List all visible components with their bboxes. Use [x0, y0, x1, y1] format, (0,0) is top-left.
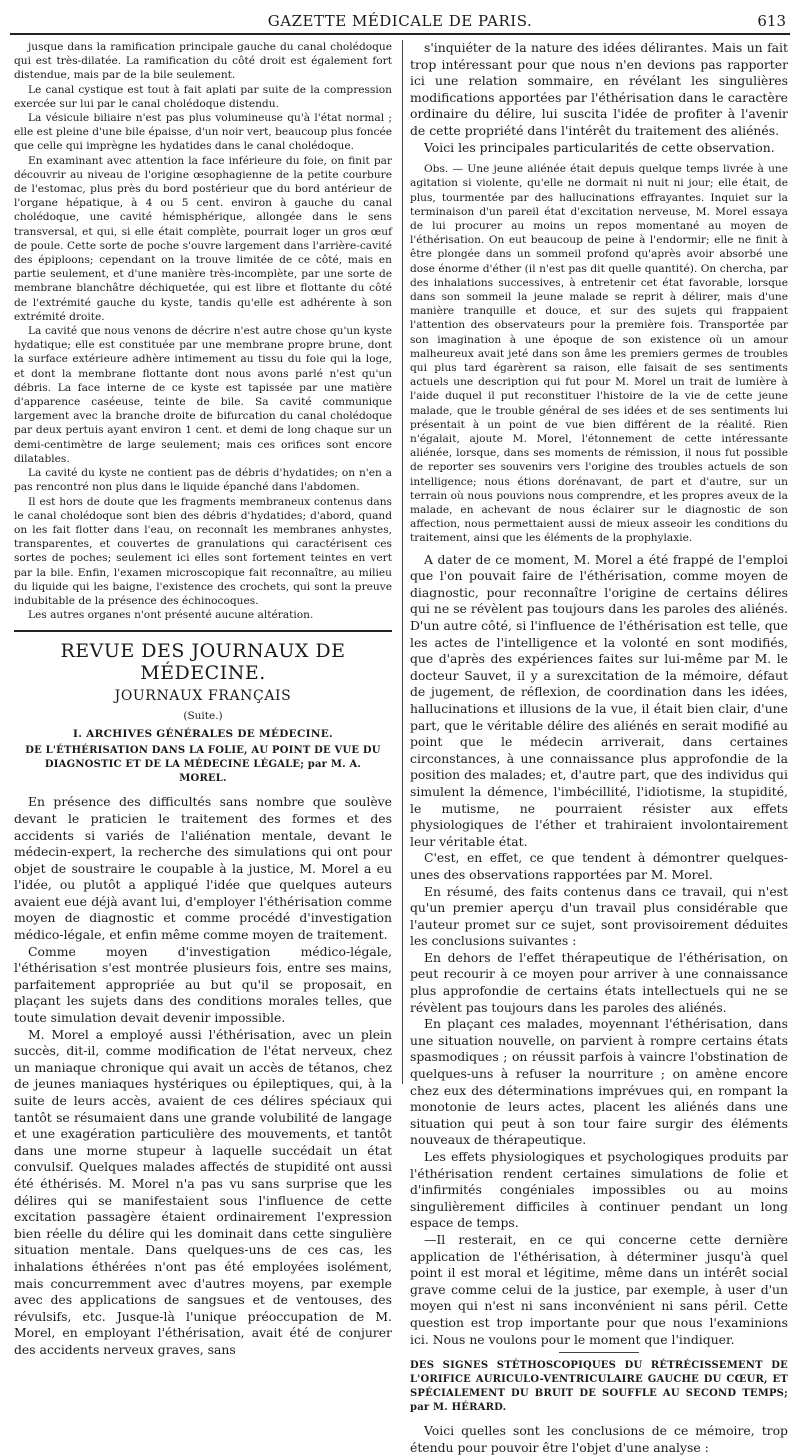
journal-title: GAZETTE MÉDICALE DE PARIS.: [267, 12, 533, 30]
paragraph: Les autres organes n'ont présenté aucune altération.: [28, 609, 314, 622]
paragraph: En résumé, des faits contenus dans ce travail, qui n'est qu'un premier aperçu d'un travail plus considérable que l'auteur promet sur ce sujet, sont provisoirement déduites les conclusions suivantes :: [410, 883, 788, 949]
article-continuation: [410, 40, 788, 156]
section-suite: (Suite.): [183, 710, 223, 723]
paragraph: A dater de ce moment, M. Morel a été frappé de l'emploi que l'on pouvait faire de l'éthérisation, comme moyen de diagnostic, pour reconnaître l'origine de certains délires qui ne se révèlent pas toujours dans les paroles des aliénés. D'un autre côté, si l'influence de l'éthérisation est telle, que les actes de l'intelligence et la volonté en sont modifiés, que d'après des expériences faites sur lui-même par M. le docteur Sauvet, il y a surexcitation de la mémoire, défaut de jugement, de réflexion, de coordination dans les idées, hallucinations et illusions de la vue, il était bien clair, d'une part, que le véritable délire des aliénés en serait modifié au point que le médecin arriverait, dans certaines circonstances, à une connaissance plus approfondie de la position des malades; et, d'autre part, que des individus qui simulent la démence, l'imbécillité, l'idiotisme, la stupidité, le mutisme, ne pourraient résister aux effets physiologiques de l'éther et trahiraient involontairement leur véritable état.: [410, 551, 788, 849]
journal-heading: I. ARCHIVES GÉNÉRALES DE MÉDECINE.: [73, 728, 333, 741]
page-header: [0, 0, 800, 36]
paragraph: Il est hors de doute que les fragments membraneux contenus dans le canal cholédoque sont bien des débris d'hydatides; d'abord, quand on les fait flotter dans l'eau, on reconnaît les membranes anhystes, transparentes, et couvertes de granulations qui caractérisent ces sortes de poches; seulement ici elles sont fortement teintes en vert par la bile. Enfin, l'examen microscopique fait reconnaître, au milieu du liquide qui les baigne, l'existence des crochets, qui sont la preuve indubitable de la présence des échinocoques.: [14, 495, 392, 607]
paragraph: En plaçant ces malades, moyennant l'éthérisation, dans une situation nouvelle, on parvient à rompre certains états spasmodiques ; on réussit parfois à vaincre l'obstination de quelques-uns à refuser la nourriture ; on amène encore chez eux des déterminations imprévues qui, en rompant la monotonie de leurs actes, placent les aliénés dans une situation qui peut à son tour faire surgir des éléments nouveaux de thérapeutique.: [410, 1016, 788, 1148]
article-conclusions: [410, 552, 788, 1349]
paragraph: En dehors de l'effet thérapeutique de l'éthérisation, on peut recourir à ce moyen pour arriver à une connaissance plus approfondie de certains états intellectuels qui ne se révèlent pas toujours dans les paroles des aliénés.: [410, 949, 788, 1015]
paragraph: Voici les principales particularités de cette observation.: [424, 139, 775, 155]
article-body: [14, 794, 392, 1358]
article-divider: [559, 1352, 639, 1353]
paragraph: La vésicule biliaire n'est pas plus volumineuse qu'à l'état normal ; elle est pleine d'une bile épaisse, d'un noir vert, beaucoup plus foncée que celle qui imprègne les hydatides dans le canal cholédoque.: [14, 112, 393, 153]
paragraph: M. Morel a employé aussi l'éthérisation, avec un plein succès, dit-il, comme modification de l'état nerveux, chez un maniaque chronique qui avait un accès de tétanos, chez de jeunes maniaques hystériques ou épileptiques, qui, à la suite de leurs accès, avaient de ces délires spéciaux qui tantôt se résumaient dans une grande volubilité de langage et une exagération particulière des mouvements, et tantôt dans une morne stupeur à laquelle succédait un état convulsif. Quelques malades affectés de stupidité ont aussi été éthérisés. M. Morel n'a pas vu sans surprise que les délires qui se manifestaient sous l'influence de cette excitation passagère étaient ordinairement l'expression bien réelle du délire qui les dominait dans cette singulière situation mentale. Dans quelques-uns de ces cas, les inhalations éthérées n'ont pas été employées isolément, mais concurremment avec d'autres moyens, par exemple avec des applications de sangsues et de ventouses, des révulsifs, etc. Jusque-là l'unique préoccupation de M. Morel, en employant l'éthérisation, avait été de conjurer des accidents nerveux graves, sans: [14, 1026, 392, 1357]
article-title: DES SIGNES STÉTHOSCOPIQUES DU RÉTRÉCISSEMENT DE L'ORIFICE AURICULO-VENTRICULAIRE GAUCHE DU CŒUR, ET SPÉCIALEMENT DU BRUIT DE SOUFFLE AU SECOND TEMPS; par M. HÉRARD.: [410, 1360, 788, 1414]
section-rule: [14, 630, 392, 632]
right-column: [410, 40, 788, 1455]
column-separator: [402, 40, 403, 1084]
paragraph: En examinant avec attention la face inférieure du foie, on finit par découvrir au niveau de l'origine œsophagienne de la petite courbure de l'estomac, plus près du bord postérieur que du bord antérieur de l'organe hépatique, à 4 ou 5 cent. environ à gauche du canal cholédoque, une cavité hémisphérique, allongée dans le sens transversal, et qui, si elle était complète, pourrait loger un gros œuf de poule. Cette sorte de poche s'ouvre largement dans l'arrière-cavité des épiploons; cependant on la trouve limitée de ce côté, mais en partie seulement, et d'une manière très-incomplète, par une sorte de membrane blanchâtre déchiquetée, qui est libre et flottante du côté de l'extrémité gauche du kyste, tandis qu'elle est adhérente à son extrémité droite.: [14, 154, 392, 323]
left-column: [14, 40, 393, 1357]
article-title: DE L'ÉTHÉRISATION DANS LA FOLIE, AU POINT DE VUE DU DIAGNOSTIC ET DE LA MÉDECINE LÉGALE; par M. A. MOREL.: [25, 745, 381, 785]
paragraph: Le canal cystique est tout à fait aplati par suite de la compression exercée sur lui par le canal cholédoque distendu.: [14, 83, 392, 110]
observation-text: Obs. — Une jeune aliénée était depuis quelque temps livrée à une agitation si violente, qu'elle ne dormait ni nuit ni jour; elle était, de plus, tourmentée par des hallucinations effrayantes. Inquiet sur la terminaison d'un pareil état d'excitation nerveuse, M. Morel essaya de lui procurer au moins un repos momentané au moyen de l'éthérisation. On eut beaucoup de peine à l'endormir; elle ne finit à être plongée dans un sommeil profond qu'après avoir absorbé une dose énorme d'éther (il n'est pas dit quelle quantité). On chercha, par des inhalations successives, à entretenir cet état favorable, lorsque dans son sommeil la jeune malade se reprit à délirer, mais d'une manière tranquille et douce, et sur des sujets qui frappaient l'attention des observateurs pour la première fois. Transportée par son imagination à une époque de son existence où un amour malheureux avait jeté dans son âme les premiers germes de troubles qui plus tard égarèrent sa raison, elle faisait de ses sentiments actuels une description qui fut pour M. Morel un trait de lumière à l'aide duquel il put reconstituer l'histoire de la vie de cette jeune malade, que le trouble général de ses idées et de ses sentiments lui présentait à un point de vue bien différent de la réalité. Rien n'égalait, ajoute M. Morel, l'étonnement de cette intéressante aliénée, lorsque, dans ses moments de rémission, il nous fut possible de reporter ses souvenirs vers l'origine des troubles actuels de son intelligence; nous étions dorénavant, de part et d'autre, sur un terrain où nous pouvions nous comprendre, et les propres aveux de la malade, en achevant de nous éclairer sur le diagnostic de son affection, nous permettaient aussi de mieux asseoir les conditions du traitement, ainsi que les éléments de la prophylaxie.: [410, 163, 788, 545]
paragraph: Comme moyen d'investigation médico-légale, l'éthérisation s'est montrée plusieurs fois, entre ses mains, parfaitement appropriée au but qu'il se proposait, en plaçant les sujets dans des conditions morales telles, que toute simulation devait devenir impossible.: [14, 943, 392, 1026]
section-title: REVUE DES JOURNAUX DE MÉDECINE.: [60, 640, 346, 685]
header-rule: [10, 33, 790, 35]
paragraph: Voici quelles sont les conclusions de ce mémoire, trop étendu pour pouvoir être l'objet d'une analyse :: [410, 1423, 788, 1455]
paragraph: La cavité que nous venons de décrire n'est autre chose qu'un kyste hydatique; elle est constituée par une membrane propre brune, dont la surface extérieure adhère intimement au tissu du foie qui la loge, et dont la membrane flottante dont nous avons parlé n'est qu'un débris. La face interne de ce kyste est tapissée par une matière d'apparence caséeuse, teinte de bile. Sa cavité communique largement avec la branche droite de bifurcation du canal cholédoque par deux pertuis ayant environ 1 cent. et demi de long chaque sur un demi-centimètre de large seulement; mais ces orifices sont encore dilatables.: [14, 325, 392, 465]
paragraph: La cavité du kyste ne contient pas de débris d'hydatides; on n'en a pas rencontré non plus dans le liquide épanché dans l'abdomen.: [14, 467, 392, 494]
paragraph: Les effets physiologiques et psychologiques produits par l'éthérisation rendent certaines simulations de folie et d'infirmités congéniales impossibles ou au moins singulièrement difficiles à continuer pendant un long espace de temps.: [410, 1149, 788, 1231]
paragraph: En présence des difficultés sans nombre que soulève devant le praticien le traitement des formes et des accidents si variés de l'aliénation mentale, devant le médecin-expert, la recherche des simulations qui ont pour objet de soustraire le coupable à la justice, M. Morel a eu l'idée, ou plutôt a appliqué l'idée que quelques auteurs avaient eue déjà avant lui, d'employer l'éthérisation comme moyen de diagnostic et comme procédé d'investigation médico-légale, et enfin même comme moyen de traitement.: [14, 794, 392, 943]
paragraph: s'inquiéter de la nature des idées délirantes. Mais un fait trop intéressant pour que nous n'en devions pas rapporter ici une relation sommaire, en révélant les singulières modifications apportées par l'éthérisation dans le caractère ordinaire du délire, lui suscita l'idée de profiter à l'avenir de cette propriété dans l'intérêt du traitement des aliénés.: [410, 40, 788, 138]
observation-block: [410, 162, 788, 545]
article-intro: [410, 1423, 788, 1456]
paragraph: jusque dans la ramification principale gauche du canal cholédoque qui est très-dilatée. La ramification du côté droit est également fort distendue, mais par de la bile seulement.: [14, 41, 392, 82]
paragraph: C'est, en effet, ce que tendent à démontrer quelques-unes des observations rapportées par M. Morel.: [410, 850, 788, 882]
paragraph: —Il resterait, en ce qui concerne cette dernière application de l'éthérisation, à déterminer jusqu'à quel point il est moral et légitime, même dans un intérêt social grave comme celui de la justice, par exemple, à user d'un moyen qui n'est ni sans inconvénient ni sans péril. Cette question est trop importante pour que nous l'examinions ici. Nous ne voulons pour le moment que l'indiquer.: [410, 1231, 788, 1347]
case-report-continuation: [14, 40, 392, 622]
page-number: 613: [757, 12, 786, 30]
section-subtitle: JOURNAUX FRANÇAIS: [114, 688, 292, 705]
